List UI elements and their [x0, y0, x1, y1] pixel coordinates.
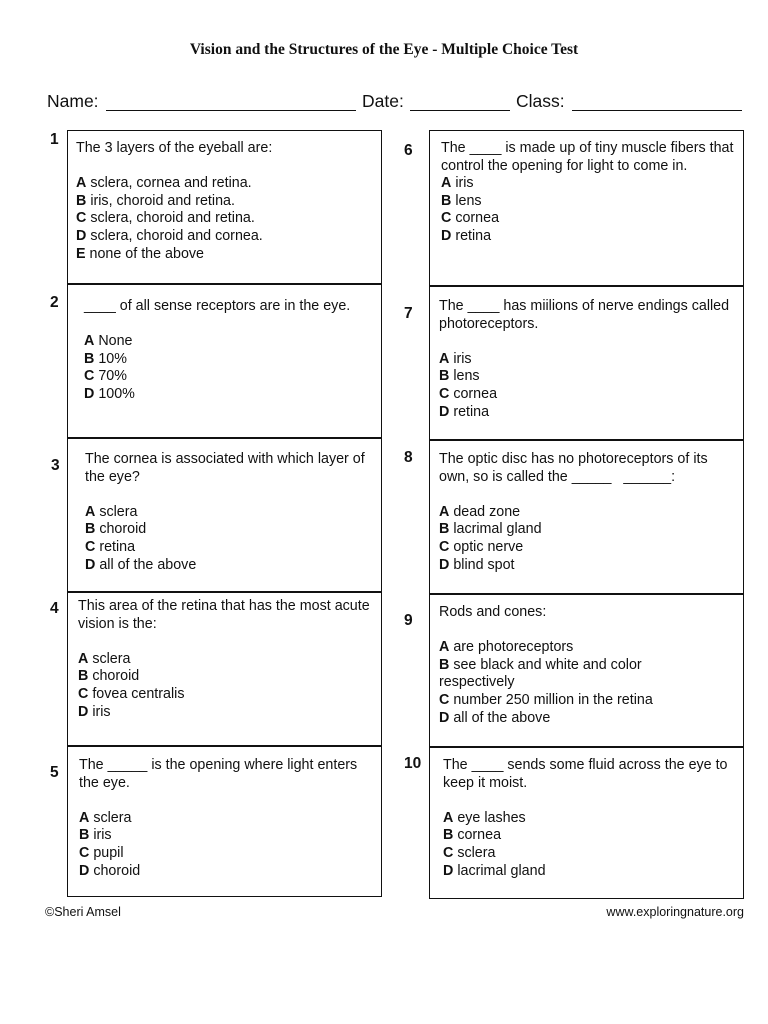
class-label: Class:: [516, 91, 565, 111]
question-number: 6: [404, 142, 413, 159]
question-number: 8: [404, 449, 413, 466]
question-8: [439, 451, 739, 574]
question-10: [443, 757, 739, 880]
question-stem: The ____ sends some fluid across the eye to keep it moist.: [443, 757, 728, 791]
answer-option[interactable]: D 100%: [84, 385, 135, 402]
answer-option[interactable]: C fovea centralis: [78, 685, 185, 702]
date-label: Date:: [362, 91, 404, 111]
question-1: [76, 140, 376, 263]
copyright-text: ©Sheri Amsel: [45, 905, 121, 919]
answer-option[interactable]: B iris, choroid and retina.: [76, 192, 235, 209]
answer-option[interactable]: C sclera, choroid and retina.: [76, 210, 255, 227]
answer-option[interactable]: D all of the above: [85, 556, 197, 573]
website-link[interactable]: www.exploringnature.org: [606, 905, 744, 919]
answer-option[interactable]: D lacrimal gland: [443, 862, 546, 879]
question-5: [79, 757, 375, 880]
answer-option[interactable]: B 10%: [84, 350, 127, 367]
question-stem: ____ of all sense receptors are in the eye.: [84, 298, 351, 314]
question-4: [78, 598, 376, 721]
question-number: 4: [50, 600, 59, 617]
answer-option[interactable]: C optic nerve: [439, 538, 524, 555]
question-stem: The 3 layers of the eyeball are:: [76, 140, 273, 156]
question-stem: The ____ is made up of tiny muscle fibers that control the opening for light to come in.: [441, 140, 734, 174]
question-7: [439, 298, 737, 421]
question-2: [84, 298, 378, 404]
answer-option[interactable]: A are photoreceptors: [439, 639, 574, 656]
answer-option[interactable]: C pupil: [79, 844, 124, 861]
answer-option[interactable]: A sclera: [85, 503, 138, 520]
answer-option[interactable]: B choroid: [85, 521, 147, 538]
question-number: 9: [404, 612, 413, 629]
answer-option[interactable]: A None: [84, 333, 133, 350]
answer-option[interactable]: C cornea: [439, 385, 498, 402]
question-6: [441, 140, 737, 246]
name-label: Name:: [47, 91, 99, 111]
date-field[interactable]: [410, 110, 510, 111]
question-number: 7: [404, 305, 413, 322]
question-number: 1: [50, 131, 59, 148]
answer-option[interactable]: A sclera: [78, 650, 131, 667]
answer-option[interactable]: A sclera, cornea and retina.: [76, 175, 252, 192]
question-stem: The ____ has miilions of nerve endings called photoreceptors.: [439, 298, 730, 332]
name-field[interactable]: [106, 110, 356, 111]
question-9: [439, 604, 733, 727]
answer-option[interactable]: B lens: [439, 368, 480, 385]
answer-option[interactable]: B choroid: [78, 668, 140, 685]
answer-option[interactable]: D retina: [441, 227, 492, 244]
page-title: Vision and the Structures of the Eye - Multiple Choice Test: [189, 41, 579, 58]
question-stem: The optic disc has no photoreceptors of its own, so is called the _____ ______:: [439, 451, 712, 485]
answer-option[interactable]: C cornea: [441, 210, 500, 227]
answer-option[interactable]: C 70%: [84, 368, 127, 385]
answer-option[interactable]: D all of the above: [439, 709, 551, 726]
question-number: 10: [404, 755, 422, 772]
answer-option[interactable]: B lens: [441, 192, 482, 209]
question-3: [85, 451, 379, 574]
answer-option[interactable]: D iris: [78, 703, 111, 720]
answer-option[interactable]: A eye lashes: [443, 809, 526, 826]
answer-option[interactable]: E none of the above: [76, 245, 205, 262]
answer-option[interactable]: B lacrimal gland: [439, 521, 542, 538]
question-stem: Rods and cones:: [439, 604, 547, 620]
answer-option[interactable]: B see black and white and color respectively: [439, 656, 642, 691]
student-info-row: [47, 91, 747, 115]
answer-option[interactable]: A iris: [439, 350, 472, 367]
question-number: 2: [50, 294, 59, 311]
question-stem: This area of the retina that has the most acute vision is the:: [78, 598, 370, 632]
question-stem: The cornea is associated with which layer of the eye?: [85, 451, 365, 485]
question-stem: The _____ is the opening where light enters the eye.: [79, 757, 358, 791]
answer-option[interactable]: C number 250 million in the retina: [439, 691, 653, 708]
answer-option[interactable]: C retina: [85, 538, 136, 555]
answer-option[interactable]: D retina: [439, 403, 490, 420]
answer-option[interactable]: A iris: [441, 175, 474, 192]
answer-option[interactable]: B iris: [79, 827, 112, 844]
question-number: 5: [50, 764, 59, 781]
answer-option[interactable]: D sclera, choroid and cornea.: [76, 227, 263, 244]
class-field[interactable]: [572, 110, 742, 111]
answer-option[interactable]: D choroid: [79, 862, 141, 879]
answer-option[interactable]: C sclera: [443, 844, 496, 861]
answer-option[interactable]: A sclera: [79, 809, 132, 826]
answer-option[interactable]: B cornea: [443, 827, 502, 844]
answer-option[interactable]: D blind spot: [439, 556, 515, 573]
question-number: 3: [51, 457, 60, 474]
answer-option[interactable]: A dead zone: [439, 503, 521, 520]
